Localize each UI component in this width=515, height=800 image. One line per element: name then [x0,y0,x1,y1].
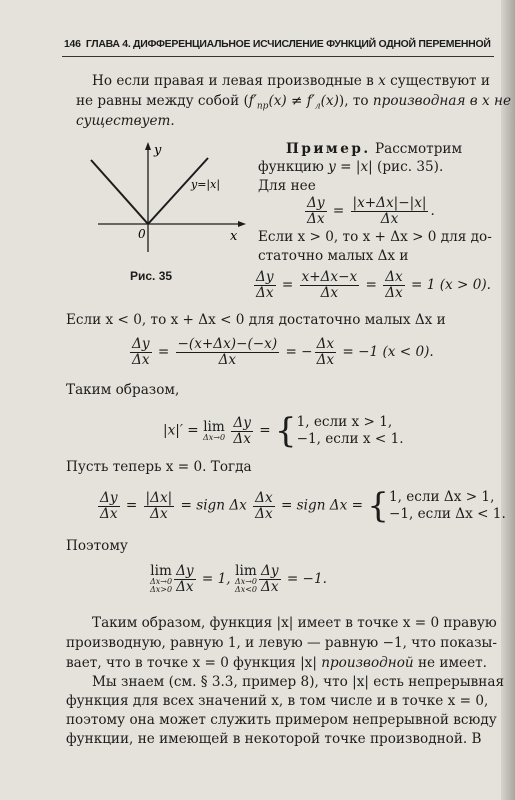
figure-35 [78,140,248,265]
conclusion-line-3: вает, что в точке x = 0 функция |x| производной не имеет. [66,655,487,671]
graph-left-branch [91,160,148,224]
negative-case-text: Если x < 0, то x + Δx < 0 для достаточно малых Δx и [66,312,446,328]
equation-2: $\frac{\Delta y}{\Delta x}$ = $\frac{x+\Delta x-x}{\Delta x}$ = $\frac{\Delta x}{\Delta x}$ = 1 (x > 0). [256,269,491,301]
running-header [64,38,494,50]
example-line-2: функцию y = |x| (рис. 35). [258,159,444,175]
header-rule [62,56,494,57]
example-line-4: Если x > 0, то x + Δx > 0 для до- [258,229,492,245]
header-title: ГЛАВА 4. ДИФФЕРЕНЦИАЛЬНОЕ ИСЧИСЛЕНИЕ ФУНКЦИЙ ОДНОЙ ПЕРЕМЕННОЙ [85,38,491,50]
therefore-text: Поэтому [66,538,128,554]
equation-1: $\frac{\Delta y}{\Delta x}$ = $\frac{|x+\Delta x|-|x|}{\Delta x}$ . [307,195,435,227]
zero-case-text: Пусть теперь x = 0. Тогда [66,459,252,475]
left-brace-icon: { [274,411,297,451]
conclusion-line-4: Мы знаем (см. § 3.3, пример 8), что |x| есть непрерывная [92,674,505,690]
figure-caption: Рис. 35 [130,269,173,283]
equation-5: $\frac{\Delta y}{\Delta x}$ = $\frac{|\Delta x|}{\Delta x}$ = sign Δx $\frac{\Delta x}{\Delta x}$ = sign Δx = { 1, если Δx > 1, −1, если Δx < 1. [100,486,506,526]
conclusion-line-2: производную, равную 1, и левую — равную −1, что показы- [66,635,497,651]
equation-6: lim Δx→0 Δx>0 $\frac{\Delta y}{\Delta x}$ = 1, lim Δx→0 Δx<0 $\frac{\Delta y}{\Delta x}$ = −1. [150,563,327,595]
y-axis-label: y [154,143,162,158]
equation-4: |x|′ = lim Δx→0 $\frac{\Delta y}{\Delta x}$ = { 1, если x > 1, −1, если x < 1. [163,411,404,451]
example-line-5: статочно малых Δx и [258,248,409,264]
conclusion-line-7: функции, не имеющей в некоторой точке производной. В [66,731,482,747]
intro-line-2: не равны между собой $(f'_{пр}(x) \ne f'_л(x))$, то производная в x не [76,93,511,112]
intro-line-3: существует. [76,113,175,129]
equation-3: $\frac{\Delta y}{\Delta x}$ = $\frac{-(x+\Delta x)-(-x)}{\Delta x}$ = − $\frac{\Delta x}{\Delta x}$ = −1 (x < 0). [132,336,434,368]
example-line-3: Для нее [258,178,316,194]
origin-label: 0 [138,227,146,241]
left-brace-icon: { [367,486,389,526]
page-number: 146 [64,38,81,50]
example-line-1: Пример. Рассмотрим [286,141,463,157]
conclusion-line-6: поэтому она может служить примером непрерывной всюду [66,712,497,728]
conclusion-line-1: Таким образом, функция |x| имеет в точке x = 0 правую [92,615,497,631]
graph-right-branch [148,158,208,224]
conclusion-line-5: функция для всех значений x, в том числе и в точке x = 0, [66,693,489,709]
curve-label: y=|x| [191,178,221,191]
x-axis-label: x [230,229,238,244]
intro-line-1: Но если правая и левая производные в x существуют и [92,73,490,89]
y-axis-arrow-icon [145,142,151,150]
thus-text: Таким образом, [66,382,180,398]
x-axis-arrow-icon [238,221,246,227]
